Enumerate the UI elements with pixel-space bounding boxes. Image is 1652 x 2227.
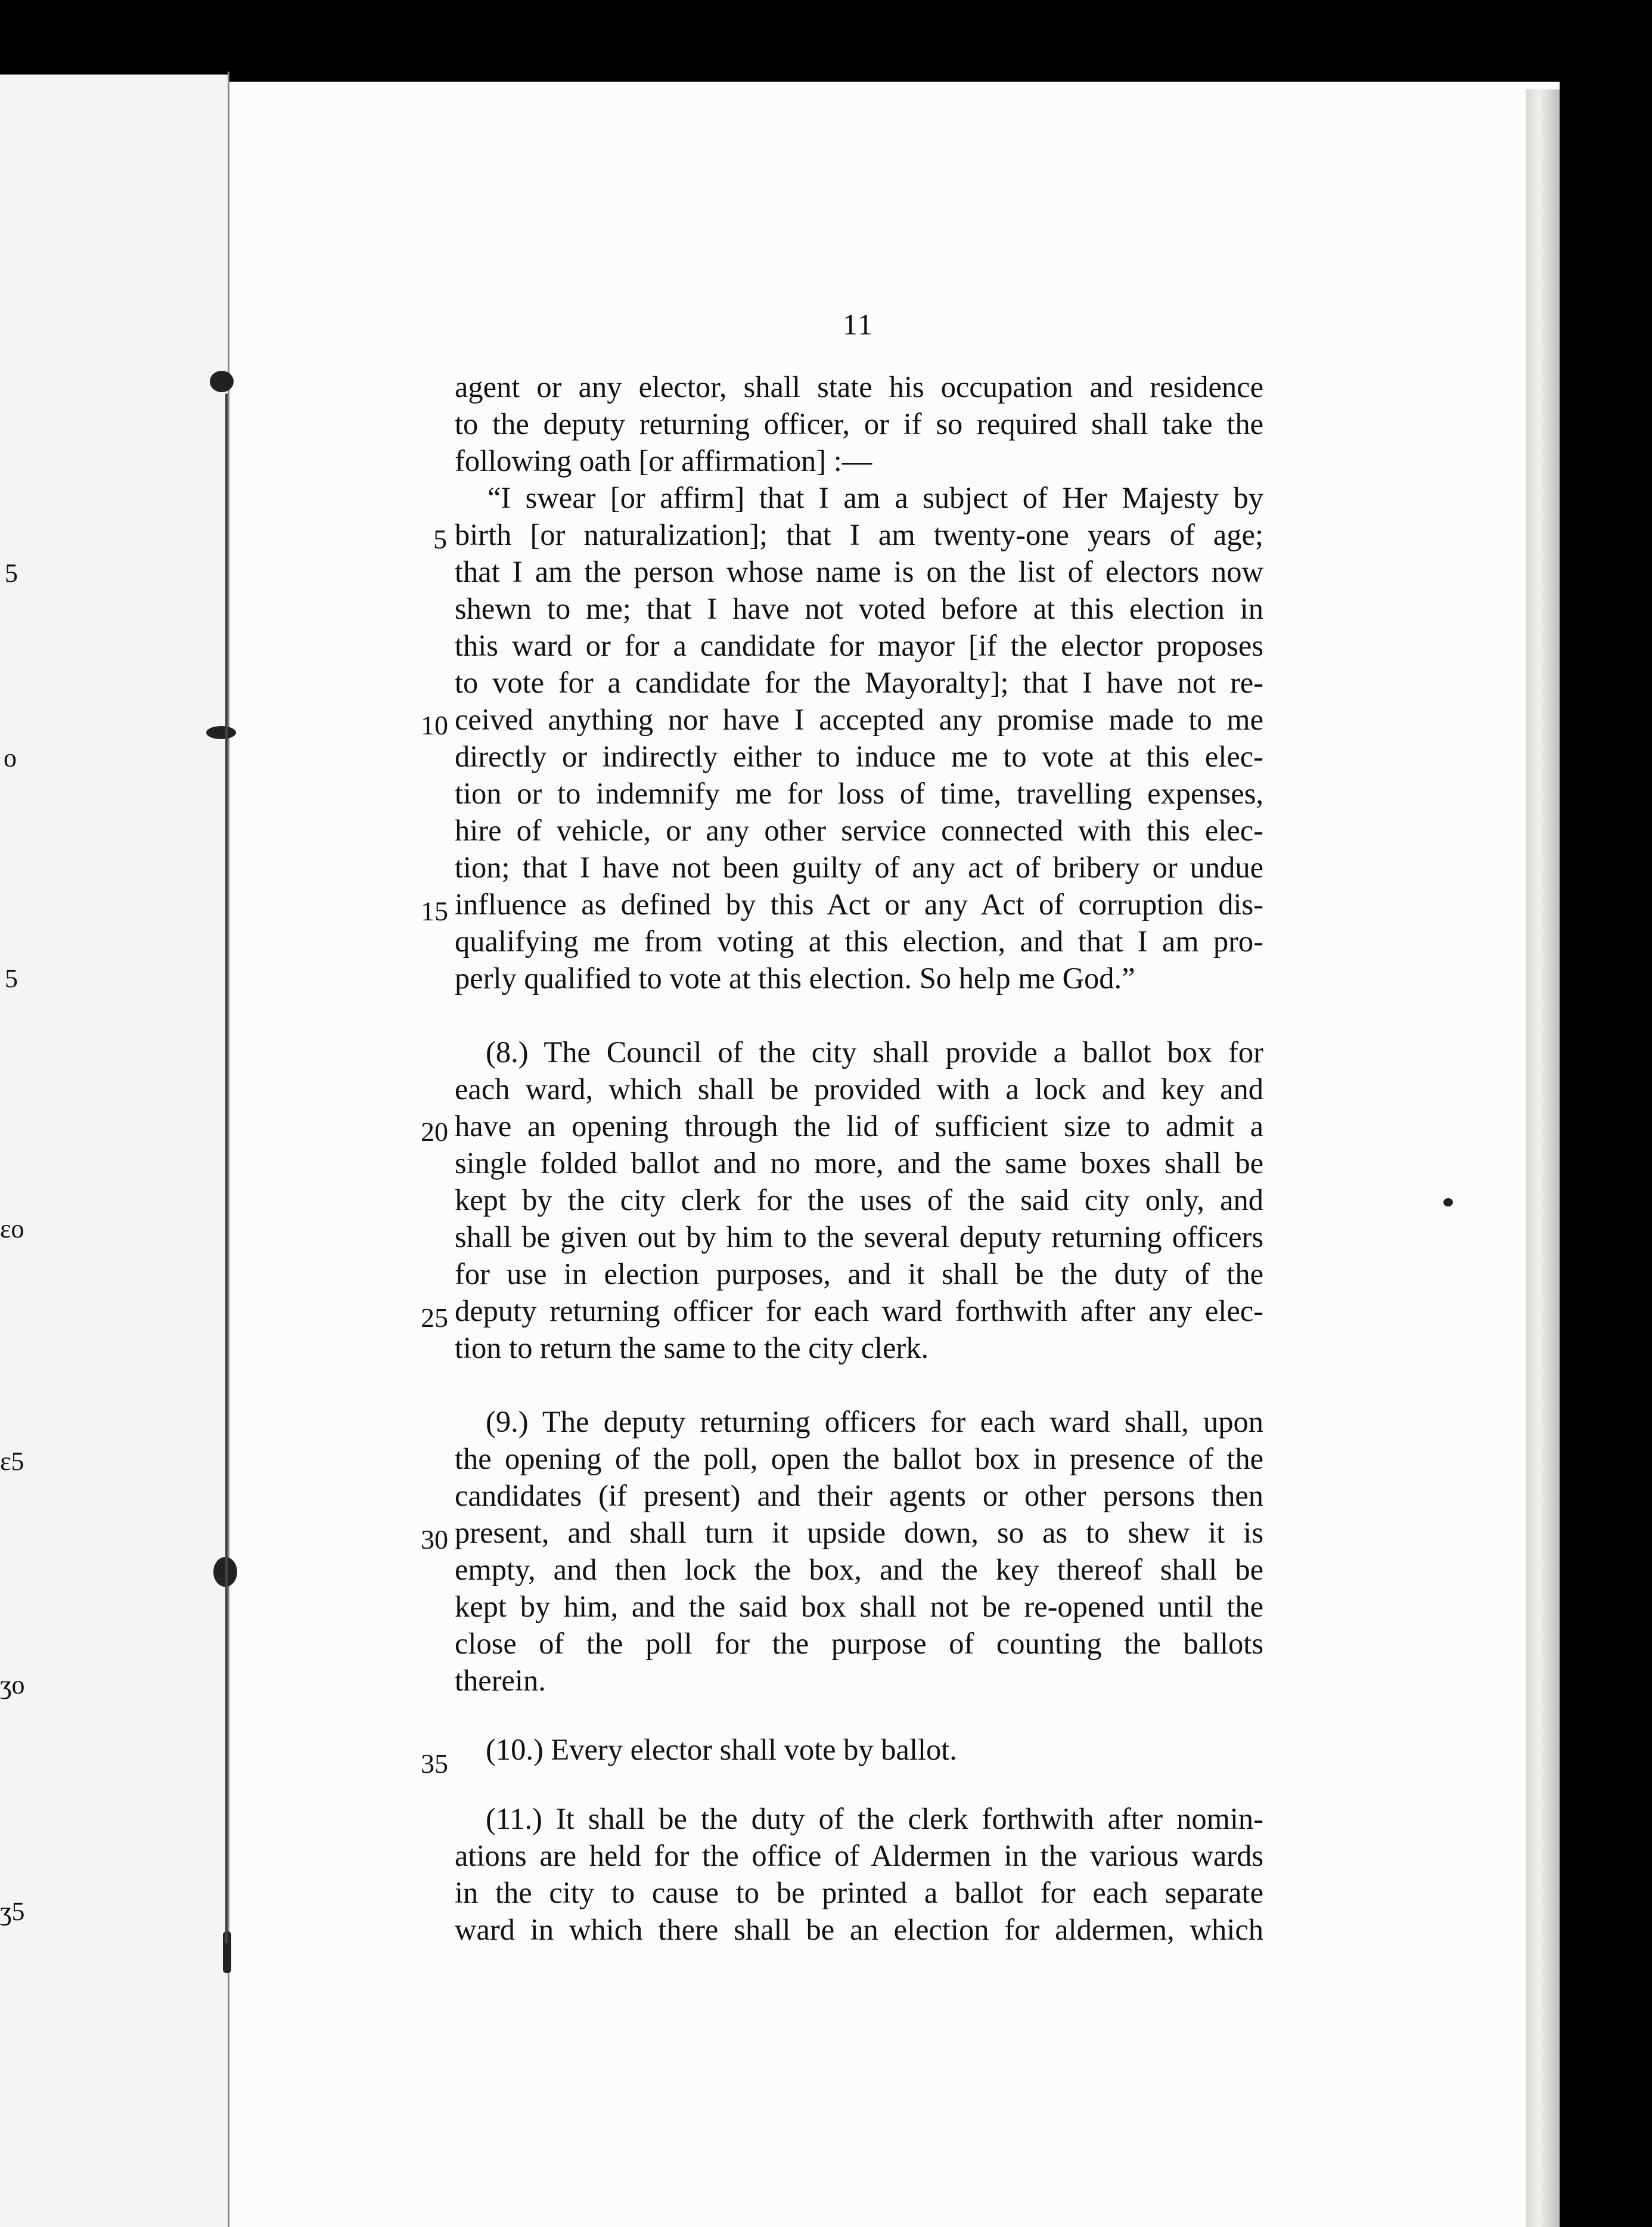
line-number: 15 [421,896,448,926]
text-line: agent or any elector, shall state his occupation and residence [455,370,1263,404]
left-margin-number: 5 [5,964,18,993]
text-line: empty, and then lock the box, and the key thereof shall be [455,1553,1263,1586]
text-line: the opening of the poll, open the ballot box in presence of the [455,1442,1263,1475]
body-text [455,368,1263,1948]
paper-speck [1443,1198,1453,1206]
binding-thread [225,393,228,1943]
text-line: ward in which there shall be an election for aldermen, which [455,1913,1263,1946]
page-number: 11 [843,308,874,341]
text-line: shall be given out by him to the several deputy returning officers [455,1220,1263,1254]
text-line: (11.) It shall be the duty of the clerk forthwith after nomin- [486,1802,1263,1835]
text-line: to the deputy returning officer, or if so required shall take the [455,407,1263,441]
text-line: that I am the person whose name is on the list of electors now [455,555,1263,588]
text-line: tion to return the same to the city clerk. [455,1331,929,1364]
text-line: influence as defined by this Act or any Act of corruption dis- [455,888,1263,921]
text-line: tion; that I have not been guilty of any act of bribery or undue [455,851,1263,884]
line-number: 25 [421,1302,448,1333]
text-line: present, and shall turn it upside down, so as to shew it is [455,1516,1263,1549]
text-line: qualifying me from voting at this election, and that I am pro- [455,925,1263,958]
text-line: following oath [or affirmation] :— [455,444,872,477]
binding-thread-mark [210,371,234,392]
text-line: kept by him, and the said box shall not be re-opened until the [455,1590,1263,1623]
text-line: to vote for a candidate for the Mayoralty]; that I have not re- [455,666,1263,699]
text-line: (10.) Every elector shall vote by ballot. [486,1733,957,1766]
text-line: perly qualified to vote at this election. So help me God.” [455,961,1135,995]
text-line: “I swear [or affirm] that I am a subject of Her Majesty by [487,481,1263,514]
text-line: this ward or for a candidate for mayor [if the elector proposes [455,629,1263,662]
left-margin-number: o [4,743,17,773]
text-line: deputy returning officer for each ward forthwith after any elec- [455,1294,1263,1327]
text-line: shewn to me; that I have not voted before at this election in [455,592,1263,625]
text-line: each ward, which shall be provided with a lock and key and [455,1072,1263,1106]
text-line: candidates (if present) and their agents or other persons then [455,1479,1263,1512]
line-number: 20 [421,1116,448,1147]
text-line: ations are held for the office of Aldermen in the various wards [455,1839,1263,1872]
line-number: 5 [433,524,447,554]
text-line: hire of vehicle, or any other service connected with this elec- [455,814,1263,847]
text-line: for use in election purposes, and it shall be the duty of the [455,1257,1263,1291]
left-margin-number: ʒ5 [0,1897,25,1926]
text-line: (8.) The Council of the city shall provide a ballot box for [486,1035,1263,1069]
line-number: 10 [421,710,448,740]
left-margin-number: 5 [5,559,18,588]
left-page [0,75,228,2227]
line-number: 35 [421,1748,448,1779]
text-line: therein. [455,1664,546,1697]
text-line: close of the poll for the purpose of counting the ballots [455,1627,1263,1660]
text-line: in the city to cause to be printed a ballot for each separate [455,1876,1263,1909]
left-margin-number: ɛo [0,1214,24,1243]
binding-thread-mark [206,726,236,739]
text-line: birth [or naturalization]; that I am twenty-one years of age; [455,518,1263,551]
text-line: directly or indirectly either to induce me to vote at this elec- [455,740,1263,773]
line-number: 30 [421,1524,448,1555]
left-margin-number: ɛ5 [0,1447,24,1476]
text-line: ceived anything nor have I accepted any promise made to me [455,703,1263,736]
text-line: kept by the city clerk for the uses of the said city only, and [455,1183,1263,1217]
left-margin-number: ʒo [0,1670,25,1699]
text-line: tion or to indemnify me for loss of time, travelling expenses, [455,777,1263,810]
page-edge [1526,89,1560,2227]
text-line: have an opening through the lid of sufficient size to admit a [455,1109,1263,1143]
text-line: single folded ballot and no more, and the same boxes shall be [455,1146,1263,1180]
text-line: (9.) The deputy returning officers for each ward shall, upon [486,1405,1263,1438]
